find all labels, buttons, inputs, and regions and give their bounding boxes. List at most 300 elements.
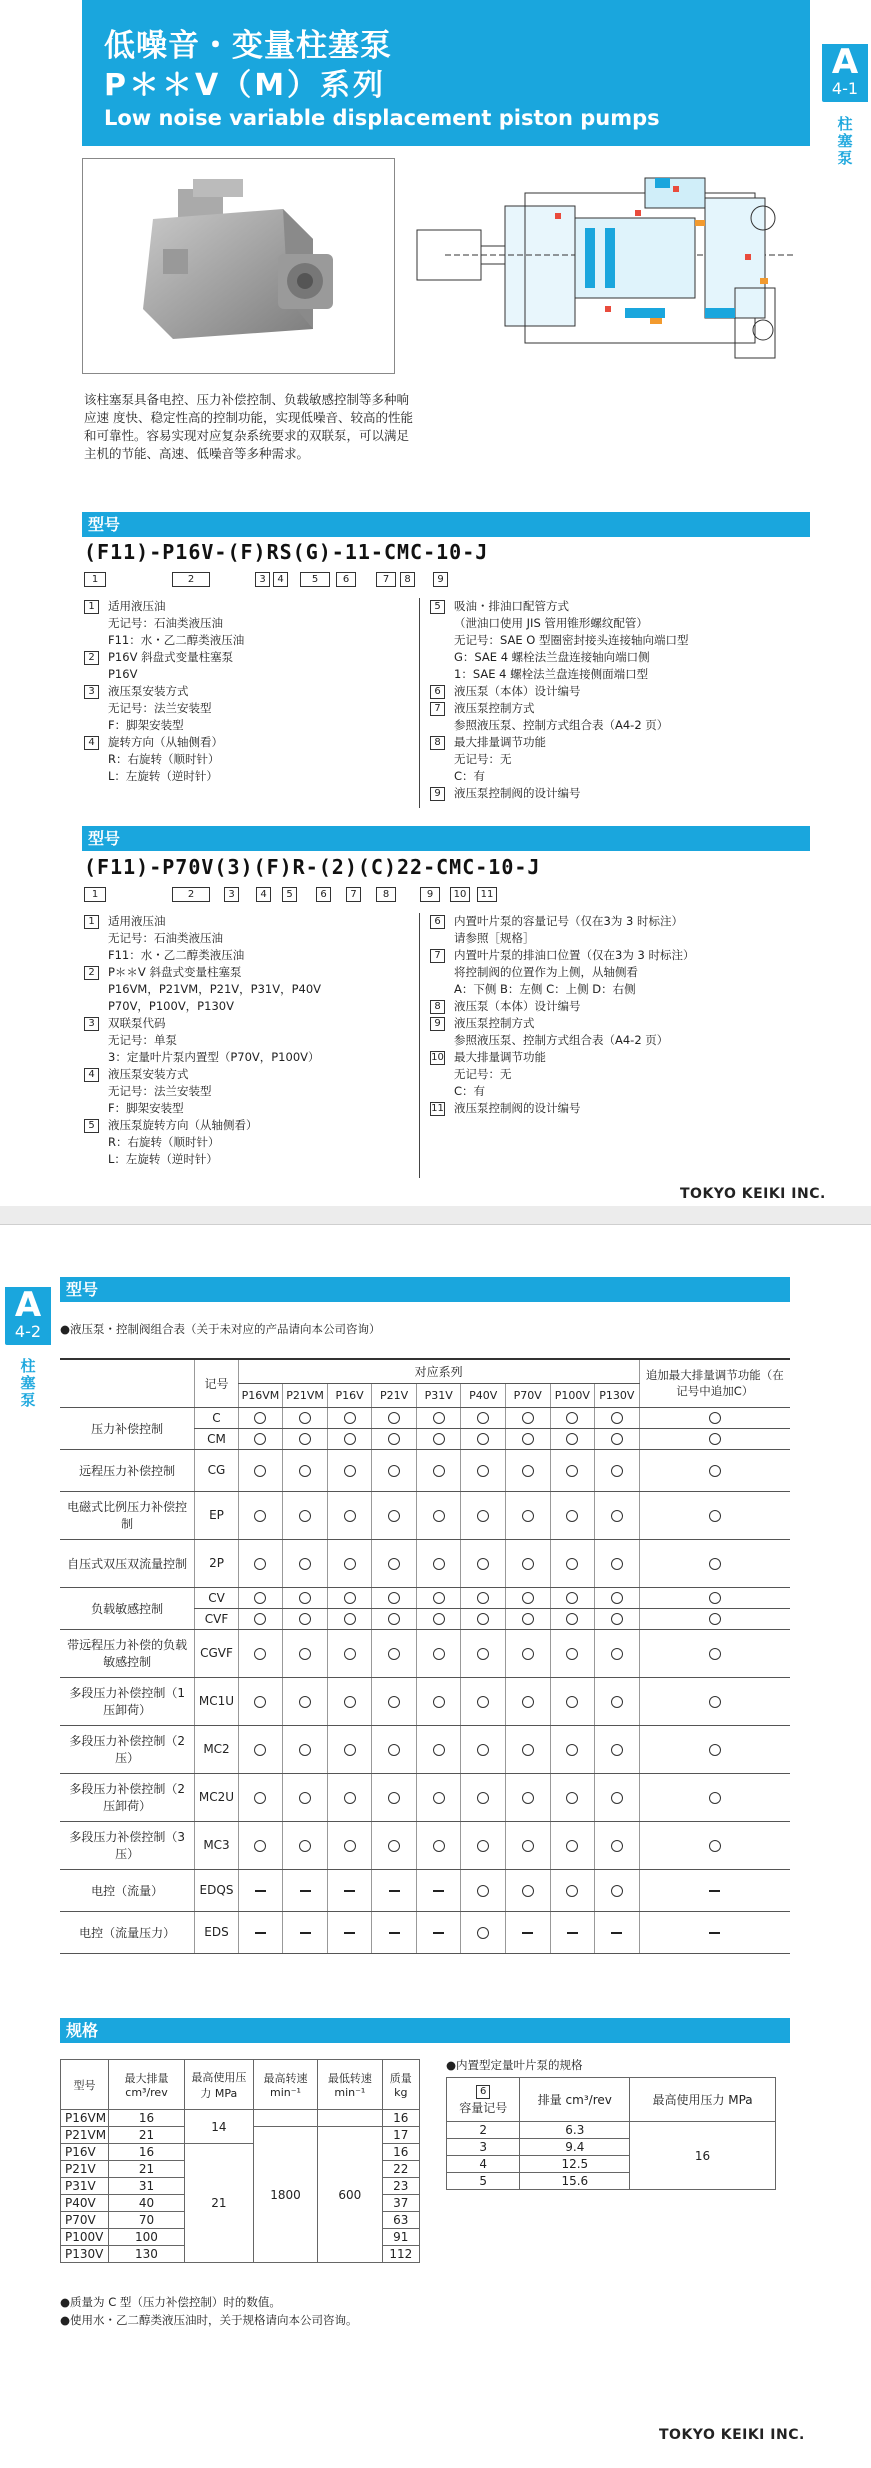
note-line: 内置叶片泵的容量记号（仅在3为 3 时标注） [454, 914, 683, 928]
cell [238, 1449, 283, 1491]
page-gap [0, 1206, 871, 1224]
note-number: 3 [84, 685, 99, 699]
supported-mark [477, 1696, 489, 1708]
note-line: 双联泵代码 [108, 1016, 166, 1030]
cell [283, 1677, 328, 1725]
series-col-header: P40V [461, 1383, 506, 1407]
section-bar-model: 型号 [60, 1277, 790, 1302]
catalog-page-a4-2 [0, 1224, 871, 2468]
vane-header-row [447, 2078, 776, 2122]
displacement: 31 [109, 2178, 185, 2195]
cell [372, 1869, 417, 1911]
supported-mark [709, 1648, 721, 1660]
cell [416, 1428, 461, 1449]
code-box: 8 [400, 572, 415, 587]
model: P70V [61, 2212, 109, 2229]
blank-header [60, 1359, 195, 1407]
table-row [60, 1491, 790, 1539]
note-item [430, 1100, 810, 1117]
supported-mark [709, 1433, 721, 1445]
vane-header: 最高使用压力 MPa [630, 2078, 776, 2122]
note-number: 5 [430, 600, 445, 614]
cell [550, 1539, 595, 1587]
cell [639, 1491, 790, 1539]
supported-mark [254, 1412, 266, 1424]
displacement: 16 [109, 2144, 185, 2161]
supported-mark [254, 1465, 266, 1477]
supported-mark [433, 1840, 445, 1852]
pump-photo [82, 158, 395, 374]
cell [550, 1491, 595, 1539]
supported-mark [254, 1510, 266, 1522]
supported-mark [477, 1885, 489, 1897]
note-line: 1：SAE 4 螺栓法兰盘连接侧面端口型 [454, 667, 649, 681]
model-code-1: (F11)-P16V-(F)RS(G)-11-CMC-10-J [84, 540, 489, 564]
cell [461, 1608, 506, 1629]
note-line: 最大排量调节功能 [454, 735, 546, 749]
supported-mark [566, 1648, 578, 1660]
cell [595, 1629, 640, 1677]
section-number: 4-1 [831, 79, 859, 98]
supported-mark [254, 1433, 266, 1445]
cell [416, 1821, 461, 1869]
control-code: EDS [195, 1911, 238, 1953]
displacement: 21 [109, 2161, 185, 2178]
note-number: 11 [431, 1103, 444, 1114]
control-code: CGVF [195, 1629, 238, 1677]
note-line: 液压泵安装方式 [108, 684, 189, 698]
cell [461, 1587, 506, 1608]
cell [639, 1587, 790, 1608]
cell [461, 1428, 506, 1449]
cell [416, 1407, 461, 1428]
cell [327, 1428, 372, 1449]
table-row [60, 1821, 790, 1869]
unsupported-mark [709, 1932, 720, 1934]
mass: 22 [382, 2161, 419, 2178]
note-line: F：脚架安装型 [108, 718, 184, 732]
cell [461, 1869, 506, 1911]
note-item [84, 649, 404, 683]
spec-header: 最高转速 min⁻¹ [253, 2060, 317, 2110]
intro-text: 该柱塞泵具备电控、压力补偿控制、负载敏感控制等多种响应速 度快、稳定性高的控制功能，实现低噪音、较高的性能和可靠性。容易实现对应复杂系统要求的双联泵，可以满足主机的节能、高速、低噪音等多种需求。 [84, 392, 413, 461]
supported-mark [477, 1792, 489, 1804]
model: P100V [61, 2229, 109, 2246]
cell [550, 1428, 595, 1449]
code-box: 9 [433, 572, 448, 587]
cell [550, 1773, 595, 1821]
spacer [253, 2110, 317, 2127]
cell [639, 1407, 790, 1428]
supported-mark [522, 1412, 534, 1424]
supported-mark [344, 1840, 356, 1852]
supported-mark [522, 1433, 534, 1445]
code-box: 9 [420, 887, 440, 902]
cell [283, 1773, 328, 1821]
mass: 37 [382, 2195, 419, 2212]
cell [283, 1491, 328, 1539]
cell [327, 1608, 372, 1629]
cell [372, 1821, 417, 1869]
cell [505, 1773, 550, 1821]
cell [283, 1629, 328, 1677]
supported-mark [709, 1592, 721, 1604]
displacement: 9.4 [520, 2139, 630, 2156]
code-box: 1 [84, 887, 106, 902]
vane-header [447, 2078, 520, 2122]
cell [372, 1491, 417, 1539]
supported-mark [299, 1465, 311, 1477]
cell [639, 1773, 790, 1821]
code-header: 记号 [195, 1359, 238, 1407]
note-item [84, 598, 404, 649]
company-name: TOKYO KEIKI INC. [680, 1186, 826, 1202]
note-number: 6 [430, 685, 445, 699]
supported-mark [522, 1613, 534, 1625]
note-line: R：右旋转（顺时针） [108, 1135, 220, 1149]
cell [639, 1539, 790, 1587]
note-line: 最大排量调节功能 [454, 1050, 546, 1064]
model: P31V [61, 2178, 109, 2195]
control-code: EP [195, 1491, 238, 1539]
cell [238, 1677, 283, 1725]
supported-mark [566, 1696, 578, 1708]
spec-table [60, 2059, 420, 2263]
series-col-header: P31V [416, 1383, 461, 1407]
cell [372, 1428, 417, 1449]
supported-mark [254, 1840, 266, 1852]
supported-mark [477, 1592, 489, 1604]
spec-note: ●使用水・乙二醇类液压油时，关于规格请向本公司咨询。 [60, 2313, 358, 2327]
cell [327, 1725, 372, 1773]
supported-mark [611, 1696, 623, 1708]
supported-mark [299, 1510, 311, 1522]
note-number: 7 [430, 949, 445, 963]
cell [238, 1821, 283, 1869]
supported-mark [566, 1558, 578, 1570]
cell [505, 1821, 550, 1869]
cell [327, 1407, 372, 1428]
unsupported-mark [389, 1890, 400, 1892]
section-number: 4-2 [14, 1322, 42, 1341]
supported-mark [566, 1592, 578, 1604]
note-line: C：有 [454, 1084, 486, 1098]
supported-mark [344, 1648, 356, 1660]
note-line: 将控制阀的位置作为上侧，从轴侧看 [454, 965, 638, 979]
supported-mark [299, 1648, 311, 1660]
displacement: 12.5 [520, 2156, 630, 2173]
cell [416, 1491, 461, 1539]
code-box: 4 [273, 572, 288, 587]
code-box: 8 [376, 887, 396, 902]
mass: 16 [382, 2110, 419, 2127]
displacement: 16 [109, 2110, 185, 2127]
supported-mark [433, 1648, 445, 1660]
series-col-header: P21VM [283, 1383, 328, 1407]
displacement: 6.3 [520, 2122, 630, 2139]
control-name: 远程压力补偿控制 [60, 1449, 195, 1491]
supported-mark [299, 1592, 311, 1604]
unsupported-mark [255, 1890, 266, 1892]
control-code: MC3 [195, 1821, 238, 1869]
cell [461, 1821, 506, 1869]
cell [283, 1911, 328, 1953]
vane-spec-table [446, 2077, 776, 2190]
supported-mark [611, 1433, 623, 1445]
control-name: 电控（流量压力） [60, 1911, 195, 1953]
unsupported-mark [344, 1932, 355, 1934]
cell [639, 1428, 790, 1449]
supported-mark [433, 1510, 445, 1522]
max-pressure: 14 [184, 2110, 253, 2144]
supported-mark [522, 1465, 534, 1477]
company-name: TOKYO KEIKI INC. [659, 2427, 805, 2443]
cell [238, 1587, 283, 1608]
displacement: 100 [109, 2229, 185, 2246]
note-line: 旋转方向（从轴侧看） [108, 735, 223, 749]
cell [550, 1608, 595, 1629]
catalog-page-a4-1 [0, 0, 871, 1206]
control-name: 带远程压力补偿的负载敏感控制 [60, 1629, 195, 1677]
cell [505, 1407, 550, 1428]
cell [372, 1629, 417, 1677]
supported-mark [522, 1592, 534, 1604]
cell [416, 1725, 461, 1773]
title-banner [82, 0, 810, 146]
pump-control-combination-table [60, 1358, 790, 1954]
supported-mark [344, 1412, 356, 1424]
table-row [60, 1629, 790, 1677]
cell [505, 1911, 550, 1953]
code-box: 4 [256, 887, 271, 902]
supported-mark [388, 1613, 400, 1625]
cell [595, 1773, 640, 1821]
supported-mark [344, 1510, 356, 1522]
cell [595, 1677, 640, 1725]
unsupported-mark [567, 1932, 578, 1934]
cell [283, 1608, 328, 1629]
control-name: 多段压力补偿控制（3压） [60, 1821, 195, 1869]
supported-mark [344, 1696, 356, 1708]
spec-header: 最低转速 min⁻¹ [318, 2060, 382, 2110]
spec-header: 最高使用压力 MPa [184, 2060, 253, 2110]
supported-mark [388, 1433, 400, 1445]
cell [639, 1821, 790, 1869]
section-letter: A [14, 1285, 42, 1325]
supported-mark [388, 1592, 400, 1604]
note-item [84, 734, 404, 785]
spec-header: 最大排量 cm³/rev [109, 2060, 185, 2110]
cell [238, 1491, 283, 1539]
note-number: 1 [84, 915, 99, 929]
spec-note: ●质量为 C 型（压力补偿控制）时的数值。 [60, 2295, 281, 2309]
note-line: 无记号：法兰安装型 [108, 701, 212, 715]
cell [416, 1911, 461, 1953]
cell [505, 1539, 550, 1587]
model: P16V [61, 2144, 109, 2161]
note-number: 4 [84, 736, 99, 750]
note-line: 无记号：无 [454, 1067, 512, 1081]
table-caption: ●液压泵・控制阀组合表（关于未对应的产品请向本公司咨询） [60, 1322, 381, 1336]
supported-mark [433, 1558, 445, 1570]
cell [461, 1539, 506, 1587]
supported-mark [254, 1648, 266, 1660]
spec-header: 型号 [61, 2060, 109, 2110]
cell [595, 1869, 640, 1911]
supported-mark [611, 1744, 623, 1756]
note-line: 液压泵控制方式 [454, 1016, 535, 1030]
control-code: CG [195, 1449, 238, 1491]
unsupported-mark [433, 1932, 444, 1934]
code-box: 6 [316, 887, 331, 902]
cell [595, 1449, 640, 1491]
note-item [84, 1117, 404, 1168]
code-box: 5 [282, 887, 297, 902]
note-number: 9 [430, 787, 445, 801]
note-item [84, 1015, 404, 1066]
note-line: 无记号：石油类液压油 [108, 931, 223, 945]
supported-mark [709, 1412, 721, 1424]
cell [238, 1428, 283, 1449]
cell [595, 1587, 640, 1608]
supported-mark [344, 1433, 356, 1445]
cell [595, 1428, 640, 1449]
cell [639, 1677, 790, 1725]
code-box: 7 [346, 887, 361, 902]
supported-mark [566, 1613, 578, 1625]
code-box: 1 [84, 572, 106, 587]
supported-mark [611, 1792, 623, 1804]
note-line: 适用液压油 [108, 599, 166, 613]
supported-mark [433, 1744, 445, 1756]
unsupported-mark [709, 1890, 720, 1892]
note-number: 5 [84, 1119, 99, 1133]
supported-mark [611, 1592, 623, 1604]
table-row [60, 1773, 790, 1821]
spacer [318, 2110, 382, 2127]
supported-mark [344, 1465, 356, 1477]
table-row [60, 1587, 790, 1608]
note-line: 无记号：SAE O 型圈密封接头连接轴向端口型 [454, 633, 689, 647]
series-col-header: P16VM [238, 1383, 283, 1407]
unsupported-mark [389, 1932, 400, 1934]
note-item [430, 734, 810, 785]
model: P21VM [61, 2127, 109, 2144]
model: P130V [61, 2246, 109, 2263]
supported-mark [477, 1840, 489, 1852]
supported-mark [611, 1558, 623, 1570]
supported-mark [299, 1792, 311, 1804]
table-row [60, 1725, 790, 1773]
divider [419, 913, 420, 1178]
code-box: 10 [450, 887, 470, 902]
note-line: F11：水・乙二醇类液压油 [108, 948, 245, 962]
code-box: 5 [300, 572, 330, 587]
supported-mark [254, 1696, 266, 1708]
cell [639, 1629, 790, 1677]
capacity-code: 5 [447, 2173, 520, 2190]
cell [595, 1407, 640, 1428]
cell [283, 1869, 328, 1911]
cell [372, 1773, 417, 1821]
unsupported-mark [300, 1890, 311, 1892]
supported-mark [522, 1792, 534, 1804]
code-box: 11 [477, 887, 497, 902]
supported-mark [709, 1840, 721, 1852]
note-item [84, 683, 404, 734]
model: P40V [61, 2195, 109, 2212]
cell [416, 1449, 461, 1491]
supported-mark [522, 1696, 534, 1708]
cell [505, 1677, 550, 1725]
cell [595, 1725, 640, 1773]
supported-mark [299, 1696, 311, 1708]
vane-header: 排量 cm³/rev [520, 2078, 630, 2122]
code-box: 7 [376, 572, 396, 587]
supported-mark [709, 1744, 721, 1756]
series-col-header: P21V [372, 1383, 417, 1407]
supported-mark [709, 1510, 721, 1522]
control-name: 电磁式比例压力补偿控制 [60, 1491, 195, 1539]
note-line: 适用液压油 [108, 914, 166, 928]
unsupported-mark [255, 1932, 266, 1934]
series-header: 对应系列 [238, 1359, 639, 1383]
cell [327, 1539, 372, 1587]
cell [238, 1911, 283, 1953]
note-line: 液压泵控制阀的设计编号 [454, 1101, 581, 1115]
supported-mark [388, 1465, 400, 1477]
displacement: 15.6 [520, 2173, 630, 2190]
supported-mark [522, 1510, 534, 1522]
cell [639, 1911, 790, 1953]
supported-mark [433, 1592, 445, 1604]
table-row [60, 1407, 790, 1428]
cell [372, 1539, 417, 1587]
supported-mark [566, 1433, 578, 1445]
cell [416, 1677, 461, 1725]
supported-mark [566, 1885, 578, 1897]
note-line: F11：水・乙二醇类液压油 [108, 633, 245, 647]
note-number: 8 [430, 1000, 445, 1014]
section-bar-model-2: 型号 [82, 826, 810, 851]
cell [238, 1629, 283, 1677]
cell [505, 1449, 550, 1491]
cell [372, 1677, 417, 1725]
cell [461, 1773, 506, 1821]
note-item [430, 785, 810, 802]
cell [372, 1407, 417, 1428]
model-1-notes-right [430, 598, 810, 802]
supported-mark [254, 1744, 266, 1756]
note-line: F：脚架安装型 [108, 1101, 184, 1115]
cell [505, 1629, 550, 1677]
supported-mark [566, 1840, 578, 1852]
cell [238, 1608, 283, 1629]
cell [327, 1869, 372, 1911]
table-row [60, 1911, 790, 1953]
cell [550, 1821, 595, 1869]
code-box: 2 [172, 572, 210, 587]
control-name: 电控（流量） [60, 1869, 195, 1911]
cell [327, 1629, 372, 1677]
supported-mark [344, 1592, 356, 1604]
extra-header: 追加最大排量调节功能（在记号中追加C） [639, 1359, 790, 1407]
displacement: 21 [109, 2127, 185, 2144]
supported-mark [388, 1412, 400, 1424]
control-name: 多段压力补偿控制（2压） [60, 1725, 195, 1773]
cell [416, 1539, 461, 1587]
code-box: 3 [224, 887, 239, 902]
